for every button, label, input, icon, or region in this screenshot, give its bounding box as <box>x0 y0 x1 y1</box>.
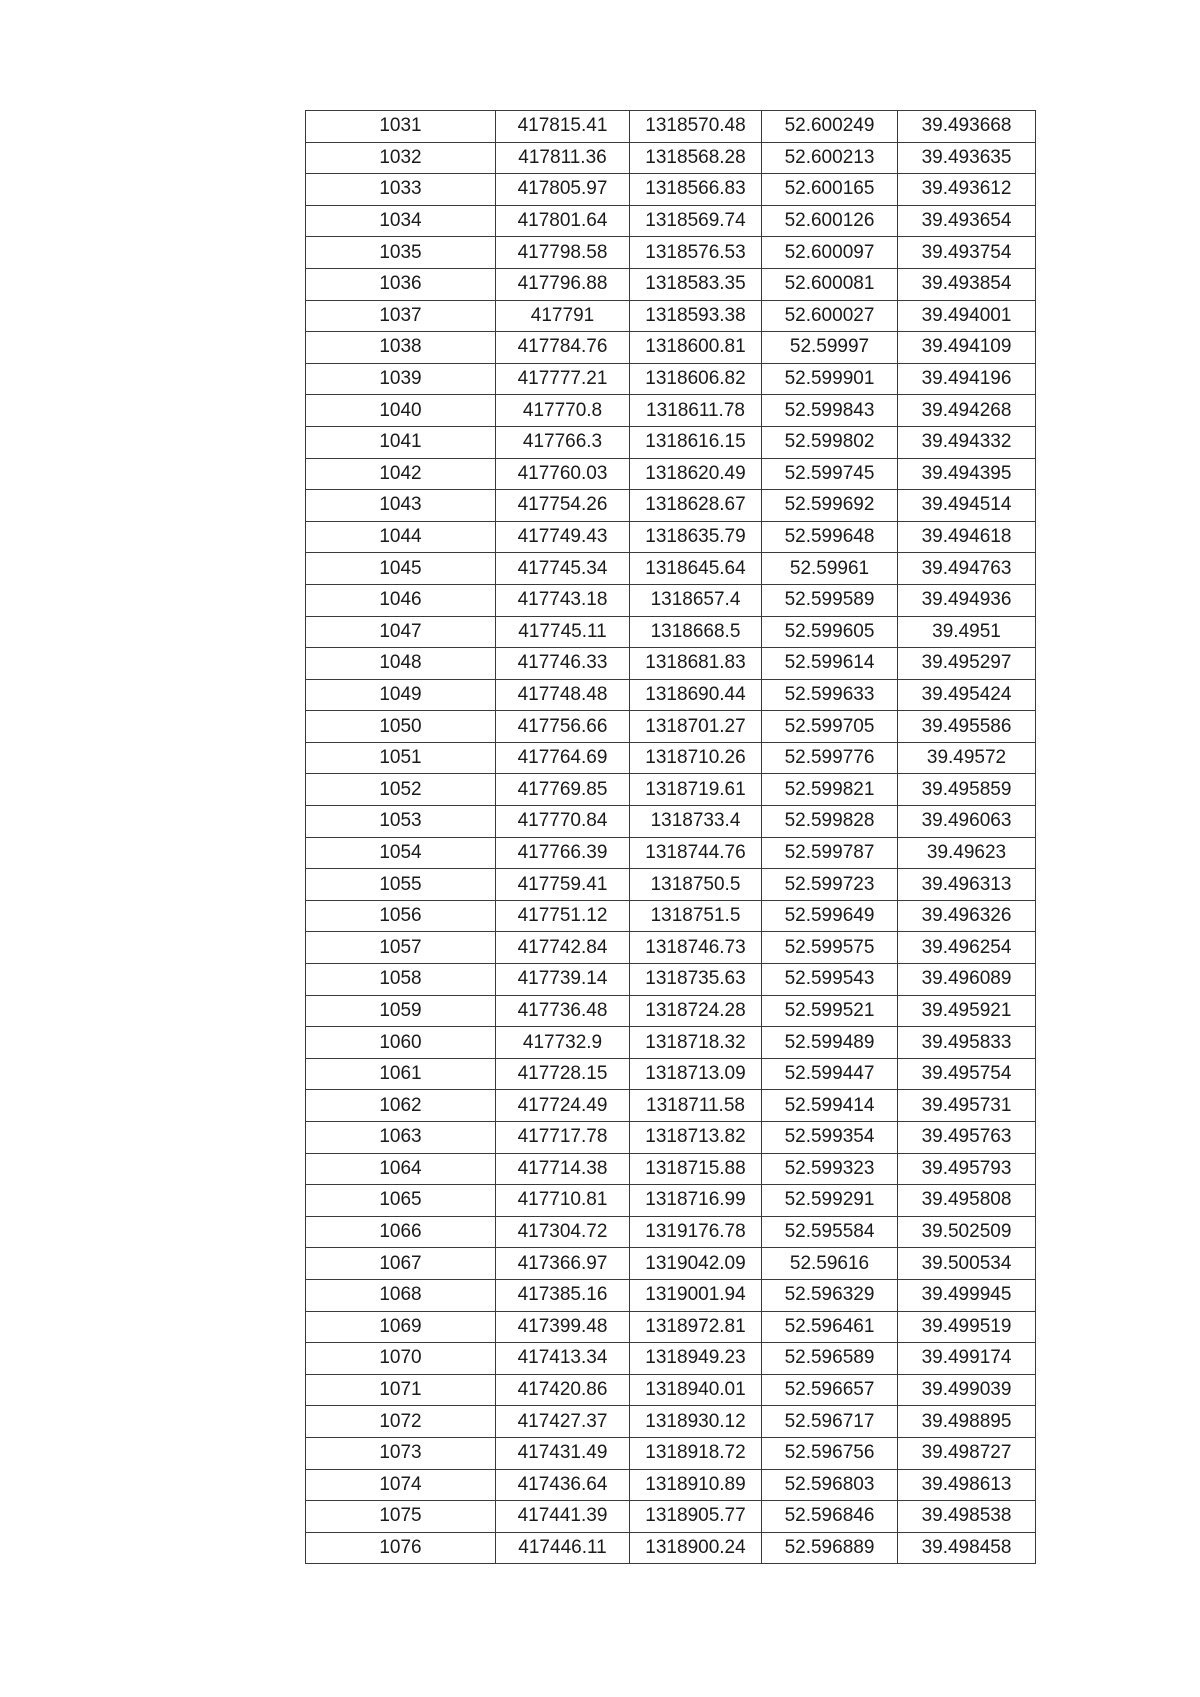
table-row <box>306 1469 1036 1501</box>
coordinates-table-body <box>306 111 1036 1564</box>
latitude-cell: 52.599821 <box>762 774 898 806</box>
longitude-cell: 39.494514 <box>898 490 1036 522</box>
latitude-cell: 52.599802 <box>762 426 898 458</box>
point-number-cell: 1048 <box>306 648 496 680</box>
table-row <box>306 205 1036 237</box>
y-coordinate-cell: 1318910.89 <box>630 1469 762 1501</box>
point-number-cell: 1065 <box>306 1185 496 1217</box>
x-coordinate-cell: 417724.49 <box>496 1090 630 1122</box>
longitude-cell: 39.494763 <box>898 553 1036 585</box>
longitude-cell: 39.499945 <box>898 1279 1036 1311</box>
table-row <box>306 964 1036 996</box>
y-coordinate-cell: 1318628.67 <box>630 490 762 522</box>
longitude-cell: 39.502509 <box>898 1216 1036 1248</box>
point-number-cell: 1066 <box>306 1216 496 1248</box>
table-row <box>306 426 1036 458</box>
x-coordinate-cell: 417769.85 <box>496 774 630 806</box>
longitude-cell: 39.494196 <box>898 363 1036 395</box>
x-coordinate-cell: 417796.88 <box>496 268 630 300</box>
y-coordinate-cell: 1318750.5 <box>630 869 762 901</box>
point-number-cell: 1032 <box>306 142 496 174</box>
table-row <box>306 995 1036 1027</box>
latitude-cell: 52.599575 <box>762 932 898 964</box>
point-number-cell: 1073 <box>306 1437 496 1469</box>
latitude-cell: 52.599291 <box>762 1185 898 1217</box>
longitude-cell: 39.495731 <box>898 1090 1036 1122</box>
table-row <box>306 900 1036 932</box>
latitude-cell: 52.600097 <box>762 237 898 269</box>
point-number-cell: 1045 <box>306 553 496 585</box>
y-coordinate-cell: 1318735.63 <box>630 964 762 996</box>
point-number-cell: 1070 <box>306 1343 496 1375</box>
latitude-cell: 52.599692 <box>762 490 898 522</box>
longitude-cell: 39.495921 <box>898 995 1036 1027</box>
table-row <box>306 774 1036 806</box>
x-coordinate-cell: 417770.84 <box>496 806 630 838</box>
x-coordinate-cell: 417385.16 <box>496 1279 630 1311</box>
x-coordinate-cell: 417754.26 <box>496 490 630 522</box>
y-coordinate-cell: 1318718.32 <box>630 1027 762 1059</box>
longitude-cell: 39.494001 <box>898 300 1036 332</box>
latitude-cell: 52.599543 <box>762 964 898 996</box>
table-row <box>306 837 1036 869</box>
x-coordinate-cell: 417413.34 <box>496 1343 630 1375</box>
x-coordinate-cell: 417745.11 <box>496 616 630 648</box>
y-coordinate-cell: 1318576.53 <box>630 237 762 269</box>
y-coordinate-cell: 1318681.83 <box>630 648 762 680</box>
y-coordinate-cell: 1318900.24 <box>630 1532 762 1564</box>
x-coordinate-cell: 417745.34 <box>496 553 630 585</box>
point-number-cell: 1069 <box>306 1311 496 1343</box>
point-number-cell: 1042 <box>306 458 496 490</box>
longitude-cell: 39.495859 <box>898 774 1036 806</box>
table-row <box>306 268 1036 300</box>
longitude-cell: 39.494936 <box>898 584 1036 616</box>
point-number-cell: 1060 <box>306 1027 496 1059</box>
longitude-cell: 39.499519 <box>898 1311 1036 1343</box>
latitude-cell: 52.596717 <box>762 1406 898 1438</box>
y-coordinate-cell: 1318620.49 <box>630 458 762 490</box>
point-number-cell: 1071 <box>306 1374 496 1406</box>
y-coordinate-cell: 1318566.83 <box>630 174 762 206</box>
x-coordinate-cell: 417791 <box>496 300 630 332</box>
x-coordinate-cell: 417748.48 <box>496 679 630 711</box>
latitude-cell: 52.599614 <box>762 648 898 680</box>
table-row <box>306 1279 1036 1311</box>
table-row <box>306 1216 1036 1248</box>
point-number-cell: 1072 <box>306 1406 496 1438</box>
table-row <box>306 1185 1036 1217</box>
x-coordinate-cell: 417766.3 <box>496 426 630 458</box>
y-coordinate-cell: 1318918.72 <box>630 1437 762 1469</box>
latitude-cell: 52.600126 <box>762 205 898 237</box>
latitude-cell: 52.596846 <box>762 1501 898 1533</box>
table-row <box>306 1406 1036 1438</box>
y-coordinate-cell: 1318593.38 <box>630 300 762 332</box>
table-row <box>306 932 1036 964</box>
table-row <box>306 1343 1036 1375</box>
point-number-cell: 1055 <box>306 869 496 901</box>
point-number-cell: 1067 <box>306 1248 496 1280</box>
x-coordinate-cell: 417756.66 <box>496 711 630 743</box>
table-row <box>306 142 1036 174</box>
table-row <box>306 1532 1036 1564</box>
latitude-cell: 52.599589 <box>762 584 898 616</box>
latitude-cell: 52.596329 <box>762 1279 898 1311</box>
point-number-cell: 1062 <box>306 1090 496 1122</box>
latitude-cell: 52.599633 <box>762 679 898 711</box>
x-coordinate-cell: 417751.12 <box>496 900 630 932</box>
latitude-cell: 52.59961 <box>762 553 898 585</box>
point-number-cell: 1059 <box>306 995 496 1027</box>
point-number-cell: 1044 <box>306 521 496 553</box>
point-number-cell: 1035 <box>306 237 496 269</box>
latitude-cell: 52.599648 <box>762 521 898 553</box>
latitude-cell: 52.596889 <box>762 1532 898 1564</box>
longitude-cell: 39.494618 <box>898 521 1036 553</box>
longitude-cell: 39.495754 <box>898 1058 1036 1090</box>
latitude-cell: 52.600081 <box>762 268 898 300</box>
table-row <box>306 1248 1036 1280</box>
longitude-cell: 39.493668 <box>898 111 1036 143</box>
table-row <box>306 806 1036 838</box>
latitude-cell: 52.595584 <box>762 1216 898 1248</box>
latitude-cell: 52.596756 <box>762 1437 898 1469</box>
point-number-cell: 1053 <box>306 806 496 838</box>
y-coordinate-cell: 1318583.35 <box>630 268 762 300</box>
point-number-cell: 1076 <box>306 1532 496 1564</box>
latitude-cell: 52.600027 <box>762 300 898 332</box>
longitude-cell: 39.493635 <box>898 142 1036 174</box>
table-row <box>306 553 1036 585</box>
x-coordinate-cell: 417759.41 <box>496 869 630 901</box>
x-coordinate-cell: 417805.97 <box>496 174 630 206</box>
longitude-cell: 39.49572 <box>898 742 1036 774</box>
x-coordinate-cell: 417798.58 <box>496 237 630 269</box>
point-number-cell: 1041 <box>306 426 496 458</box>
longitude-cell: 39.495763 <box>898 1122 1036 1154</box>
table-row <box>306 1437 1036 1469</box>
latitude-cell: 52.599843 <box>762 395 898 427</box>
longitude-cell: 39.494332 <box>898 426 1036 458</box>
latitude-cell: 52.59997 <box>762 332 898 364</box>
longitude-cell: 39.4951 <box>898 616 1036 648</box>
latitude-cell: 52.599828 <box>762 806 898 838</box>
table-row <box>306 1027 1036 1059</box>
table-row <box>306 869 1036 901</box>
longitude-cell: 39.498458 <box>898 1532 1036 1564</box>
x-coordinate-cell: 417811.36 <box>496 142 630 174</box>
table-row <box>306 1122 1036 1154</box>
longitude-cell: 39.493754 <box>898 237 1036 269</box>
point-number-cell: 1036 <box>306 268 496 300</box>
y-coordinate-cell: 1318716.99 <box>630 1185 762 1217</box>
point-number-cell: 1052 <box>306 774 496 806</box>
point-number-cell: 1031 <box>306 111 496 143</box>
y-coordinate-cell: 1318711.58 <box>630 1090 762 1122</box>
latitude-cell: 52.599354 <box>762 1122 898 1154</box>
longitude-cell: 39.498895 <box>898 1406 1036 1438</box>
y-coordinate-cell: 1318568.28 <box>630 142 762 174</box>
point-number-cell: 1034 <box>306 205 496 237</box>
y-coordinate-cell: 1318645.64 <box>630 553 762 585</box>
longitude-cell: 39.496063 <box>898 806 1036 838</box>
x-coordinate-cell: 417801.64 <box>496 205 630 237</box>
latitude-cell: 52.596589 <box>762 1343 898 1375</box>
table-row <box>306 395 1036 427</box>
longitude-cell: 39.493654 <box>898 205 1036 237</box>
point-number-cell: 1068 <box>306 1279 496 1311</box>
longitude-cell: 39.494395 <box>898 458 1036 490</box>
x-coordinate-cell: 417760.03 <box>496 458 630 490</box>
longitude-cell: 39.498613 <box>898 1469 1036 1501</box>
y-coordinate-cell: 1318713.09 <box>630 1058 762 1090</box>
point-number-cell: 1064 <box>306 1153 496 1185</box>
point-number-cell: 1051 <box>306 742 496 774</box>
x-coordinate-cell: 417736.48 <box>496 995 630 1027</box>
point-number-cell: 1063 <box>306 1122 496 1154</box>
y-coordinate-cell: 1318715.88 <box>630 1153 762 1185</box>
point-number-cell: 1054 <box>306 837 496 869</box>
point-number-cell: 1049 <box>306 679 496 711</box>
table-row <box>306 1311 1036 1343</box>
latitude-cell: 52.599414 <box>762 1090 898 1122</box>
latitude-cell: 52.599723 <box>762 869 898 901</box>
longitude-cell: 39.496254 <box>898 932 1036 964</box>
y-coordinate-cell: 1318570.48 <box>630 111 762 143</box>
table-row <box>306 332 1036 364</box>
point-number-cell: 1075 <box>306 1501 496 1533</box>
x-coordinate-cell: 417742.84 <box>496 932 630 964</box>
latitude-cell: 52.599521 <box>762 995 898 1027</box>
latitude-cell: 52.599776 <box>762 742 898 774</box>
longitude-cell: 39.498727 <box>898 1437 1036 1469</box>
x-coordinate-cell: 417749.43 <box>496 521 630 553</box>
point-number-cell: 1043 <box>306 490 496 522</box>
table-row <box>306 742 1036 774</box>
x-coordinate-cell: 417420.86 <box>496 1374 630 1406</box>
table-row <box>306 363 1036 395</box>
longitude-cell: 39.496089 <box>898 964 1036 996</box>
table-row <box>306 1153 1036 1185</box>
table-row <box>306 111 1036 143</box>
y-coordinate-cell: 1318949.23 <box>630 1343 762 1375</box>
longitude-cell: 39.495424 <box>898 679 1036 711</box>
y-coordinate-cell: 1318751.5 <box>630 900 762 932</box>
coordinates-table <box>305 110 1036 1564</box>
x-coordinate-cell: 417766.39 <box>496 837 630 869</box>
table-row <box>306 300 1036 332</box>
y-coordinate-cell: 1318635.79 <box>630 521 762 553</box>
y-coordinate-cell: 1319042.09 <box>630 1248 762 1280</box>
longitude-cell: 39.500534 <box>898 1248 1036 1280</box>
x-coordinate-cell: 417446.11 <box>496 1532 630 1564</box>
table-row <box>306 616 1036 648</box>
y-coordinate-cell: 1318972.81 <box>630 1311 762 1343</box>
longitude-cell: 39.496326 <box>898 900 1036 932</box>
latitude-cell: 52.596657 <box>762 1374 898 1406</box>
y-coordinate-cell: 1318657.4 <box>630 584 762 616</box>
point-number-cell: 1057 <box>306 932 496 964</box>
table-row <box>306 521 1036 553</box>
y-coordinate-cell: 1318616.15 <box>630 426 762 458</box>
x-coordinate-cell: 417770.8 <box>496 395 630 427</box>
latitude-cell: 52.59616 <box>762 1248 898 1280</box>
longitude-cell: 39.499174 <box>898 1343 1036 1375</box>
y-coordinate-cell: 1318719.61 <box>630 774 762 806</box>
latitude-cell: 52.596803 <box>762 1469 898 1501</box>
longitude-cell: 39.493612 <box>898 174 1036 206</box>
x-coordinate-cell: 417717.78 <box>496 1122 630 1154</box>
longitude-cell: 39.493854 <box>898 268 1036 300</box>
table-row <box>306 174 1036 206</box>
x-coordinate-cell: 417366.97 <box>496 1248 630 1280</box>
table-row <box>306 711 1036 743</box>
table-row <box>306 1058 1036 1090</box>
table-row <box>306 237 1036 269</box>
x-coordinate-cell: 417815.41 <box>496 111 630 143</box>
latitude-cell: 52.600165 <box>762 174 898 206</box>
latitude-cell: 52.599649 <box>762 900 898 932</box>
latitude-cell: 52.599705 <box>762 711 898 743</box>
table-row <box>306 1090 1036 1122</box>
longitude-cell: 39.495586 <box>898 711 1036 743</box>
longitude-cell: 39.498538 <box>898 1501 1036 1533</box>
x-coordinate-cell: 417743.18 <box>496 584 630 616</box>
point-number-cell: 1074 <box>306 1469 496 1501</box>
longitude-cell: 39.49623 <box>898 837 1036 869</box>
table-row <box>306 1501 1036 1533</box>
y-coordinate-cell: 1318569.74 <box>630 205 762 237</box>
latitude-cell: 52.599489 <box>762 1027 898 1059</box>
table-row <box>306 1374 1036 1406</box>
x-coordinate-cell: 417746.33 <box>496 648 630 680</box>
y-coordinate-cell: 1318746.73 <box>630 932 762 964</box>
longitude-cell: 39.495297 <box>898 648 1036 680</box>
y-coordinate-cell: 1318611.78 <box>630 395 762 427</box>
latitude-cell: 52.596461 <box>762 1311 898 1343</box>
x-coordinate-cell: 417732.9 <box>496 1027 630 1059</box>
y-coordinate-cell: 1318940.01 <box>630 1374 762 1406</box>
point-number-cell: 1038 <box>306 332 496 364</box>
x-coordinate-cell: 417777.21 <box>496 363 630 395</box>
y-coordinate-cell: 1318600.81 <box>630 332 762 364</box>
point-number-cell: 1037 <box>306 300 496 332</box>
latitude-cell: 52.599447 <box>762 1058 898 1090</box>
longitude-cell: 39.494268 <box>898 395 1036 427</box>
latitude-cell: 52.599901 <box>762 363 898 395</box>
x-coordinate-cell: 417399.48 <box>496 1311 630 1343</box>
y-coordinate-cell: 1319176.78 <box>630 1216 762 1248</box>
table-row <box>306 648 1036 680</box>
x-coordinate-cell: 417431.49 <box>496 1437 630 1469</box>
y-coordinate-cell: 1318930.12 <box>630 1406 762 1438</box>
x-coordinate-cell: 417739.14 <box>496 964 630 996</box>
longitude-cell: 39.495793 <box>898 1153 1036 1185</box>
y-coordinate-cell: 1318744.76 <box>630 837 762 869</box>
point-number-cell: 1033 <box>306 174 496 206</box>
longitude-cell: 39.499039 <box>898 1374 1036 1406</box>
x-coordinate-cell: 417304.72 <box>496 1216 630 1248</box>
y-coordinate-cell: 1318606.82 <box>630 363 762 395</box>
y-coordinate-cell: 1318710.26 <box>630 742 762 774</box>
y-coordinate-cell: 1318724.28 <box>630 995 762 1027</box>
x-coordinate-cell: 417714.38 <box>496 1153 630 1185</box>
y-coordinate-cell: 1318713.82 <box>630 1122 762 1154</box>
point-number-cell: 1061 <box>306 1058 496 1090</box>
y-coordinate-cell: 1318701.27 <box>630 711 762 743</box>
longitude-cell: 39.495808 <box>898 1185 1036 1217</box>
y-coordinate-cell: 1319001.94 <box>630 1279 762 1311</box>
y-coordinate-cell: 1318905.77 <box>630 1501 762 1533</box>
point-number-cell: 1039 <box>306 363 496 395</box>
table-row <box>306 490 1036 522</box>
latitude-cell: 52.599745 <box>762 458 898 490</box>
y-coordinate-cell: 1318668.5 <box>630 616 762 648</box>
y-coordinate-cell: 1318733.4 <box>630 806 762 838</box>
point-number-cell: 1056 <box>306 900 496 932</box>
x-coordinate-cell: 417728.15 <box>496 1058 630 1090</box>
latitude-cell: 52.600213 <box>762 142 898 174</box>
table-row <box>306 458 1036 490</box>
table-row <box>306 584 1036 616</box>
latitude-cell: 52.599787 <box>762 837 898 869</box>
longitude-cell: 39.494109 <box>898 332 1036 364</box>
point-number-cell: 1050 <box>306 711 496 743</box>
longitude-cell: 39.495833 <box>898 1027 1036 1059</box>
latitude-cell: 52.599323 <box>762 1153 898 1185</box>
latitude-cell: 52.599605 <box>762 616 898 648</box>
latitude-cell: 52.600249 <box>762 111 898 143</box>
x-coordinate-cell: 417784.76 <box>496 332 630 364</box>
x-coordinate-cell: 417441.39 <box>496 1501 630 1533</box>
table-row <box>306 679 1036 711</box>
point-number-cell: 1046 <box>306 584 496 616</box>
x-coordinate-cell: 417764.69 <box>496 742 630 774</box>
y-coordinate-cell: 1318690.44 <box>630 679 762 711</box>
point-number-cell: 1047 <box>306 616 496 648</box>
x-coordinate-cell: 417436.64 <box>496 1469 630 1501</box>
point-number-cell: 1040 <box>306 395 496 427</box>
point-number-cell: 1058 <box>306 964 496 996</box>
longitude-cell: 39.496313 <box>898 869 1036 901</box>
x-coordinate-cell: 417710.81 <box>496 1185 630 1217</box>
x-coordinate-cell: 417427.37 <box>496 1406 630 1438</box>
